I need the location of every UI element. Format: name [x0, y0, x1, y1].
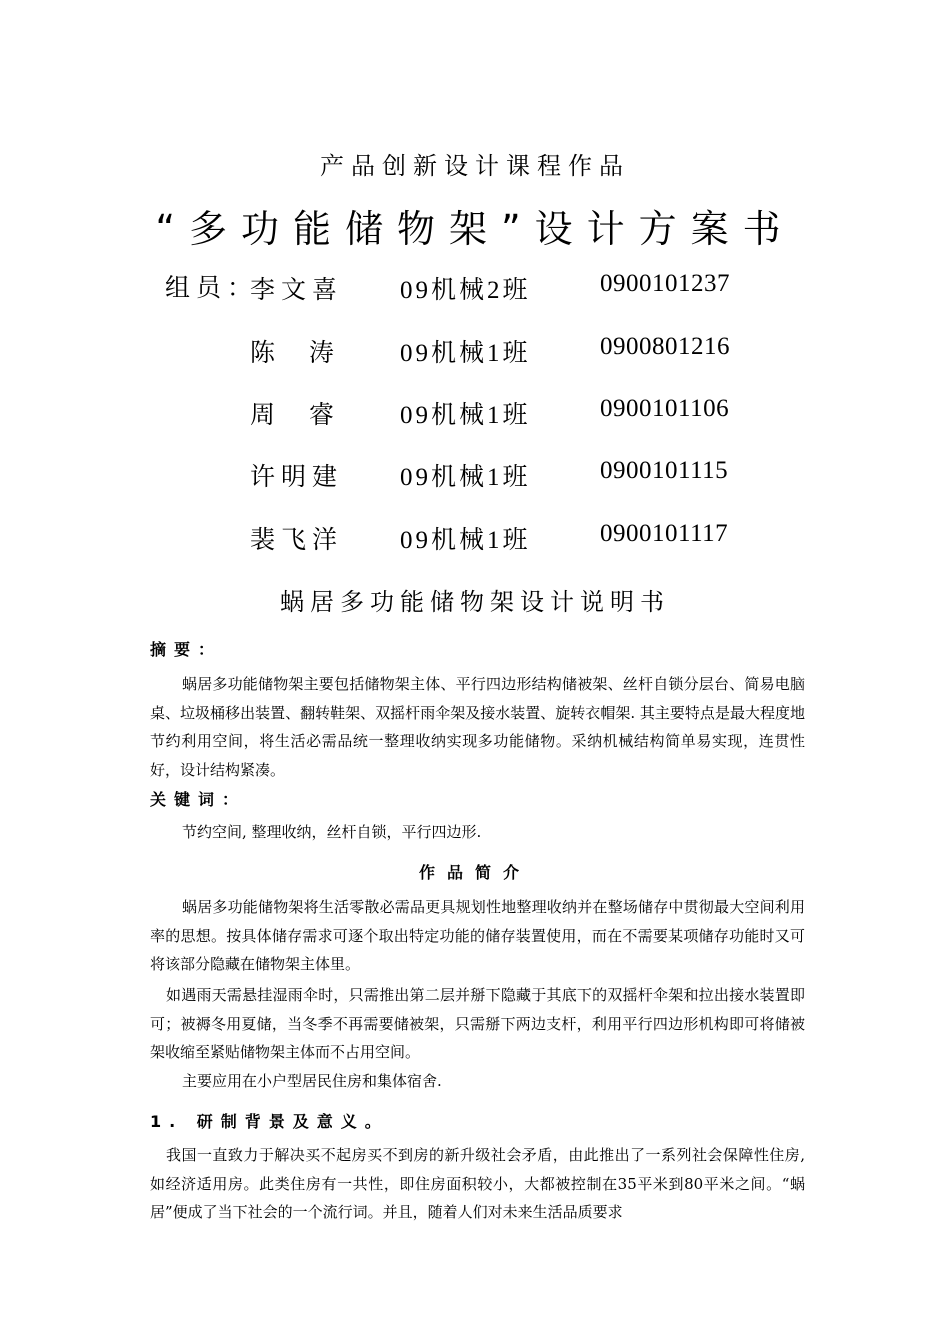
background-heading: 1. 研制背景及意义。 — [150, 1112, 389, 1131]
member-row — [0, 333, 950, 373]
member-name: 陈 涛 — [250, 338, 340, 367]
member-row — [0, 395, 950, 435]
member-class: 09机械1班 — [400, 527, 531, 554]
member-name: 裴飞洋 — [250, 525, 344, 554]
member-id: 0900101117 — [600, 520, 729, 547]
member-class: 09机械2班 — [400, 277, 531, 304]
course-title: 产品创新设计课程作品 — [320, 152, 630, 180]
keywords-heading: 关键词： — [150, 790, 247, 809]
member-name: 许明建 — [250, 462, 344, 491]
member-name: 李文喜 — [250, 275, 344, 304]
main-title: “多功能储物架”设计方案书 — [155, 207, 795, 251]
abstract-heading: 摘要： — [150, 640, 223, 659]
intro-paragraph: 主要应用在小户型居民住房和集体宿舍. — [182, 1072, 442, 1090]
document-subtitle: 蜗居多功能储物架设计说明书 — [280, 588, 670, 616]
member-id: 0900801216 — [600, 333, 730, 360]
member-id: 0900101115 — [600, 457, 729, 484]
abstract-text: 蜗居多功能储物架主要包括储物架主体、平行四边形结构储被架、丝杆自锁分层台、简易电脑桌、垃圾桶移出装置、翻转鞋架、双摇杆雨伞架及接水装置、旋转衣帽架. 其主要特点是最大程度地节约利用空间，将生活必需品统一整理收纳实现多功能储物。采纳机械结构简单易实现，连贯性好，设计结构紧凑。 — [150, 675, 805, 779]
member-id: 0900101237 — [600, 270, 730, 297]
member-row — [0, 457, 950, 497]
member-name: 周 睿 — [250, 400, 340, 429]
keywords-text: 节约空间, 整理收纳，丝杆自锁，平行四边形. — [182, 823, 482, 841]
members-label: 组员： — [165, 273, 259, 302]
member-class: 09机械1班 — [400, 402, 531, 429]
member-row — [0, 520, 950, 560]
member-class: 09机械1班 — [400, 340, 531, 367]
intro-paragraph: 蜗居多功能储物架将生活零散必需品更具规划性地整理收纳并在整场储存中贯彻最大空间利用率的思想。按具体储存需求可逐个取出特定功能的储存装置使用，而在不需要某项储存功能时又可将该部分隐藏在储物架主体里。 — [150, 898, 805, 973]
member-id: 0900101106 — [600, 395, 730, 422]
member-class: 09机械1班 — [400, 464, 531, 491]
intro-paragraph: 如遇雨天需悬挂湿雨伞时，只需推出第二层并掰下隐藏于其底下的双摇杆伞架和拉出接水装置即可；被褥冬用夏储，当冬季不再需要储被架，只需掰下两边支杆，利用平行四边形机构即可将储被架收缩至紧贴储物架主体而不占用空间。 — [150, 986, 805, 1061]
member-row — [0, 270, 950, 310]
background-text: 我国一直致力于解决买不起房买不到房的新升级社会矛盾，由此推出了一系列社会保障性住房, 如经济适用房。此类住房有一共性，即住房面积较小，大都被控制在35平米到80平米之间。“蜗居”便成了当下社会的一个流行词。并且，随着人们对未来生活品质要求 — [150, 1146, 805, 1221]
intro-heading: 作品简介 — [418, 863, 531, 882]
